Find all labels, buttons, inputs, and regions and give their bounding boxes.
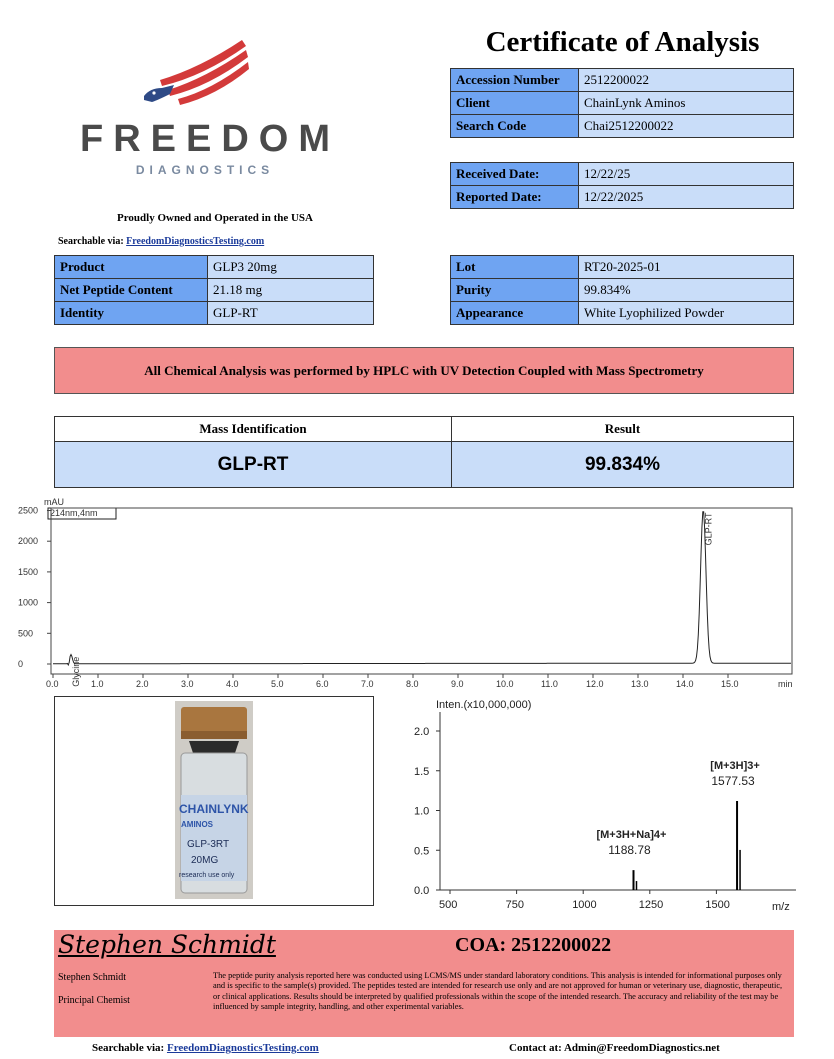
y-tick-label: 0 (18, 659, 24, 669)
appearance-value: White Lyophilized Powder (579, 302, 794, 325)
table-row (451, 279, 794, 302)
peak-label: GLP-RT (703, 512, 714, 546)
x-tick-label: 13.0 (631, 679, 649, 689)
product-value: GLP3 20mg (208, 256, 374, 279)
ms-y-tick-label: 2.0 (414, 726, 430, 738)
ms-peak-mz-label: 1577.53 (711, 773, 755, 788)
y-tick-label: 1000 (18, 597, 39, 608)
accession-value: 2512200022 (579, 69, 794, 92)
x-tick-label: 10.0 (496, 679, 514, 689)
product-table (54, 255, 374, 325)
ms-x-tick-label: 1250 (638, 899, 664, 911)
purity-label: Purity (451, 279, 579, 302)
flag-logo-icon (140, 38, 250, 110)
result-header: Result (452, 417, 794, 442)
identity-label: Identity (55, 302, 208, 325)
accession-label: Accession Number (451, 69, 579, 92)
x-tick-label: 5.0 (271, 679, 284, 689)
chromatogram-detector: 214nm,4nm (50, 508, 98, 518)
page-title: Certificate of Analysis (485, 26, 760, 58)
searchable-line (58, 236, 264, 247)
lot-value: RT20-2025-01 (579, 256, 794, 279)
ms-y-tick-label: 1.5 (414, 765, 430, 778)
footer-searchable-prefix: Searchable via: (92, 1042, 165, 1054)
lot-table (450, 255, 794, 325)
table-header-row (55, 417, 794, 442)
mass-identification-table (54, 416, 794, 488)
x-tick-label: 8.0 (406, 679, 419, 689)
x-tick-label: 4.0 (226, 679, 239, 689)
y-tick-label: 1500 (18, 566, 39, 577)
ms-peak-mz-label: 1188.78 (608, 843, 651, 858)
client-label: Client (451, 92, 579, 115)
brand-tagline: Proudly Owned and Operated in the USA (117, 212, 313, 224)
disclaimer-text: The peptide purity analysis reported here was conducted using LCMS/MS under standard laboratory conditions. This analysis is intended for informational purposes only and is specific to the sample(s) provided. The peptides tested are intended for research use only and are not approved for human or veterinary use, diagnostic, therapeutic, or clinical applications. Results should be interpreted by qualified professionals within the scope of the intended research. The accuracy and reliability of the test may be influenced by sample integrity, handling, and other experimental variables. (213, 971, 783, 1012)
x-tick-label: 12.0 (586, 679, 604, 689)
coa-number: COA: 2512200022 (455, 934, 612, 956)
y-tick-label: 2500 (18, 505, 39, 516)
handwritten-signature: Stephen Schmidt (58, 930, 276, 959)
table-row (55, 256, 374, 279)
x-tick-label: 7.0 (361, 679, 374, 689)
header-info-table (450, 68, 794, 138)
received-date-label: Received Date: (451, 163, 579, 186)
x-tick-label: 3.0 (181, 679, 194, 689)
peak-label: Glycine (71, 656, 81, 687)
table-row (451, 92, 794, 115)
brand-wordmark: FREEDOM (80, 118, 340, 160)
table-row (451, 163, 794, 186)
vial-note: research use only (179, 872, 235, 879)
mass-id-value: GLP-RT (55, 442, 452, 488)
vial-product: GLP-3RT (187, 839, 230, 850)
reported-date-value: 12/22/2025 (579, 186, 794, 209)
brand-subtitle: DIAGNOSTICS (135, 163, 275, 177)
received-date-value: 12/22/25 (579, 163, 794, 186)
net-peptide-label: Net Peptide Content (55, 279, 208, 302)
ms-y-tick-label: 0.5 (414, 845, 430, 858)
x-tick-label: 0.0 (46, 679, 59, 689)
appearance-label: Appearance (451, 302, 579, 325)
identity-value: GLP-RT (208, 302, 374, 325)
ms-y-label: Inten.(x10,000,000) (436, 699, 532, 711)
footer-searchable (92, 1042, 319, 1054)
chromatogram-y-unit: mAU (44, 497, 64, 507)
ms-x-unit: m/z (772, 901, 790, 913)
x-tick-label: 9.0 (451, 679, 464, 689)
ms-x-tick-label: 750 (505, 899, 524, 911)
table-row (451, 69, 794, 92)
table-row (451, 115, 794, 138)
x-tick-label: 1.0 (91, 679, 104, 689)
search-code-label: Search Code (451, 115, 579, 138)
y-tick-label: 500 (18, 628, 34, 639)
ms-x-tick-label: 1000 (572, 899, 597, 911)
x-tick-label: 2.0 (136, 679, 149, 689)
lot-label: Lot (451, 256, 579, 279)
table-row (451, 256, 794, 279)
net-peptide-value: 21.18 mg (208, 279, 374, 302)
dates-table (450, 162, 794, 209)
vial-sub: AMINOS (181, 820, 213, 829)
table-row (451, 186, 794, 209)
vial-image (175, 701, 253, 899)
ms-y-tick-label: 1.0 (414, 805, 430, 818)
x-tick-label: 14.0 (676, 679, 694, 689)
table-row (55, 279, 374, 302)
chromatogram-x-unit: min (778, 679, 793, 689)
purity-value: 99.834% (579, 279, 794, 302)
footer-website-link[interactable]: FreedomDiagnosticsTesting.com (166, 1042, 319, 1054)
ms-peak-ion-label: [M+3H]3+ (710, 759, 760, 772)
analysis-method-banner: All Chemical Analysis was performed by HPLC with UV Detection Coupled with Mass Spectrometry (54, 347, 794, 394)
mass-id-header: Mass Identification (55, 417, 452, 442)
footer-contact: Contact at: Admin@FreedomDiagnostics.net (509, 1042, 720, 1054)
x-tick-label: 11.0 (541, 679, 558, 689)
x-tick-label: 15.0 (721, 679, 739, 689)
mass-spectrum (400, 694, 820, 914)
product-photo (54, 696, 374, 906)
vial-dose: 20MG (191, 855, 219, 866)
searchable-prefix: Searchable via: (58, 236, 124, 247)
search-code-value: Chai2512200022 (579, 115, 794, 138)
chromatogram-frame (51, 508, 792, 674)
table-row (451, 302, 794, 325)
signer-name: Stephen Schmidt (58, 972, 127, 983)
result-value: 99.834% (452, 442, 794, 488)
x-tick-label: 6.0 (316, 679, 329, 689)
ms-x-tick-label: 500 (439, 899, 458, 911)
product-label: Product (55, 256, 208, 279)
table-row (55, 302, 374, 325)
ms-peak-ion-label: [M+3H+Na]4+ (596, 829, 667, 842)
website-link[interactable]: FreedomDiagnosticsTesting.com (126, 236, 265, 247)
y-tick-label: 2000 (18, 536, 39, 547)
hplc-chromatogram (18, 494, 826, 690)
client-value: ChainLynk Aminos (579, 92, 794, 115)
chromatogram-trace (53, 512, 791, 665)
ms-x-tick-label: 1500 (705, 899, 730, 911)
table-row (55, 442, 794, 488)
ms-y-tick-label: 0.0 (414, 885, 430, 897)
vial-brand: CHAINLYNK (179, 802, 249, 816)
signer-title: Principal Chemist (58, 995, 130, 1006)
reported-date-label: Reported Date: (451, 186, 579, 209)
